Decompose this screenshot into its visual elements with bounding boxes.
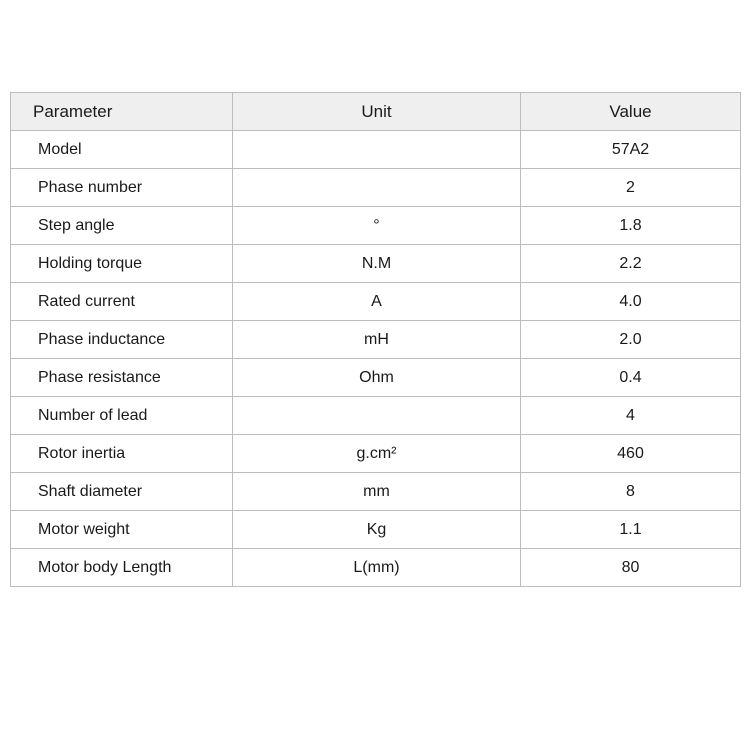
value-cell: 8 — [521, 473, 741, 511]
table-header-row — [11, 93, 741, 131]
parameter-cell: Shaft diameter — [11, 473, 233, 511]
table-row — [11, 397, 741, 435]
value-cell: 57A2 — [521, 131, 741, 169]
parameter-cell: Phase number — [11, 169, 233, 207]
parameter-cell: Step angle — [11, 207, 233, 245]
unit-cell: mH — [233, 321, 521, 359]
table-row — [11, 131, 741, 169]
table-row — [11, 321, 741, 359]
table-row — [11, 359, 741, 397]
table-row — [11, 207, 741, 245]
table-row — [11, 549, 741, 587]
unit-cell: N.M — [233, 245, 521, 283]
value-cell: 2 — [521, 169, 741, 207]
unit-cell: A — [233, 283, 521, 321]
value-cell: 0.4 — [521, 359, 741, 397]
parameter-cell: Phase inductance — [11, 321, 233, 359]
parameter-cell: Phase resistance — [11, 359, 233, 397]
unit-cell — [233, 397, 521, 435]
parameter-cell: Motor body Length — [11, 549, 233, 587]
value-cell: 1.1 — [521, 511, 741, 549]
table-row — [11, 245, 741, 283]
header-parameter: Parameter — [11, 93, 233, 131]
unit-cell: Kg — [233, 511, 521, 549]
unit-cell: mm — [233, 473, 521, 511]
table-row — [11, 283, 741, 321]
header-value: Value — [521, 93, 741, 131]
parameter-cell: Rated current — [11, 283, 233, 321]
parameter-cell: Number of lead — [11, 397, 233, 435]
table-row — [11, 473, 741, 511]
parameter-cell: Holding torque — [11, 245, 233, 283]
value-cell: 80 — [521, 549, 741, 587]
value-cell: 4.0 — [521, 283, 741, 321]
unit-cell: g.cm² — [233, 435, 521, 473]
parameter-cell: Motor weight — [11, 511, 233, 549]
unit-cell: ° — [233, 207, 521, 245]
value-cell: 1.8 — [521, 207, 741, 245]
parameter-cell: Rotor inertia — [11, 435, 233, 473]
header-unit: Unit — [233, 93, 521, 131]
specification-table — [10, 92, 741, 587]
parameter-cell: Model — [11, 131, 233, 169]
value-cell: 2.0 — [521, 321, 741, 359]
unit-cell — [233, 169, 521, 207]
unit-cell — [233, 131, 521, 169]
table-row — [11, 511, 741, 549]
unit-cell: Ohm — [233, 359, 521, 397]
value-cell: 2.2 — [521, 245, 741, 283]
table-row — [11, 169, 741, 207]
value-cell: 4 — [521, 397, 741, 435]
value-cell: 460 — [521, 435, 741, 473]
table-row — [11, 435, 741, 473]
unit-cell: L(mm) — [233, 549, 521, 587]
